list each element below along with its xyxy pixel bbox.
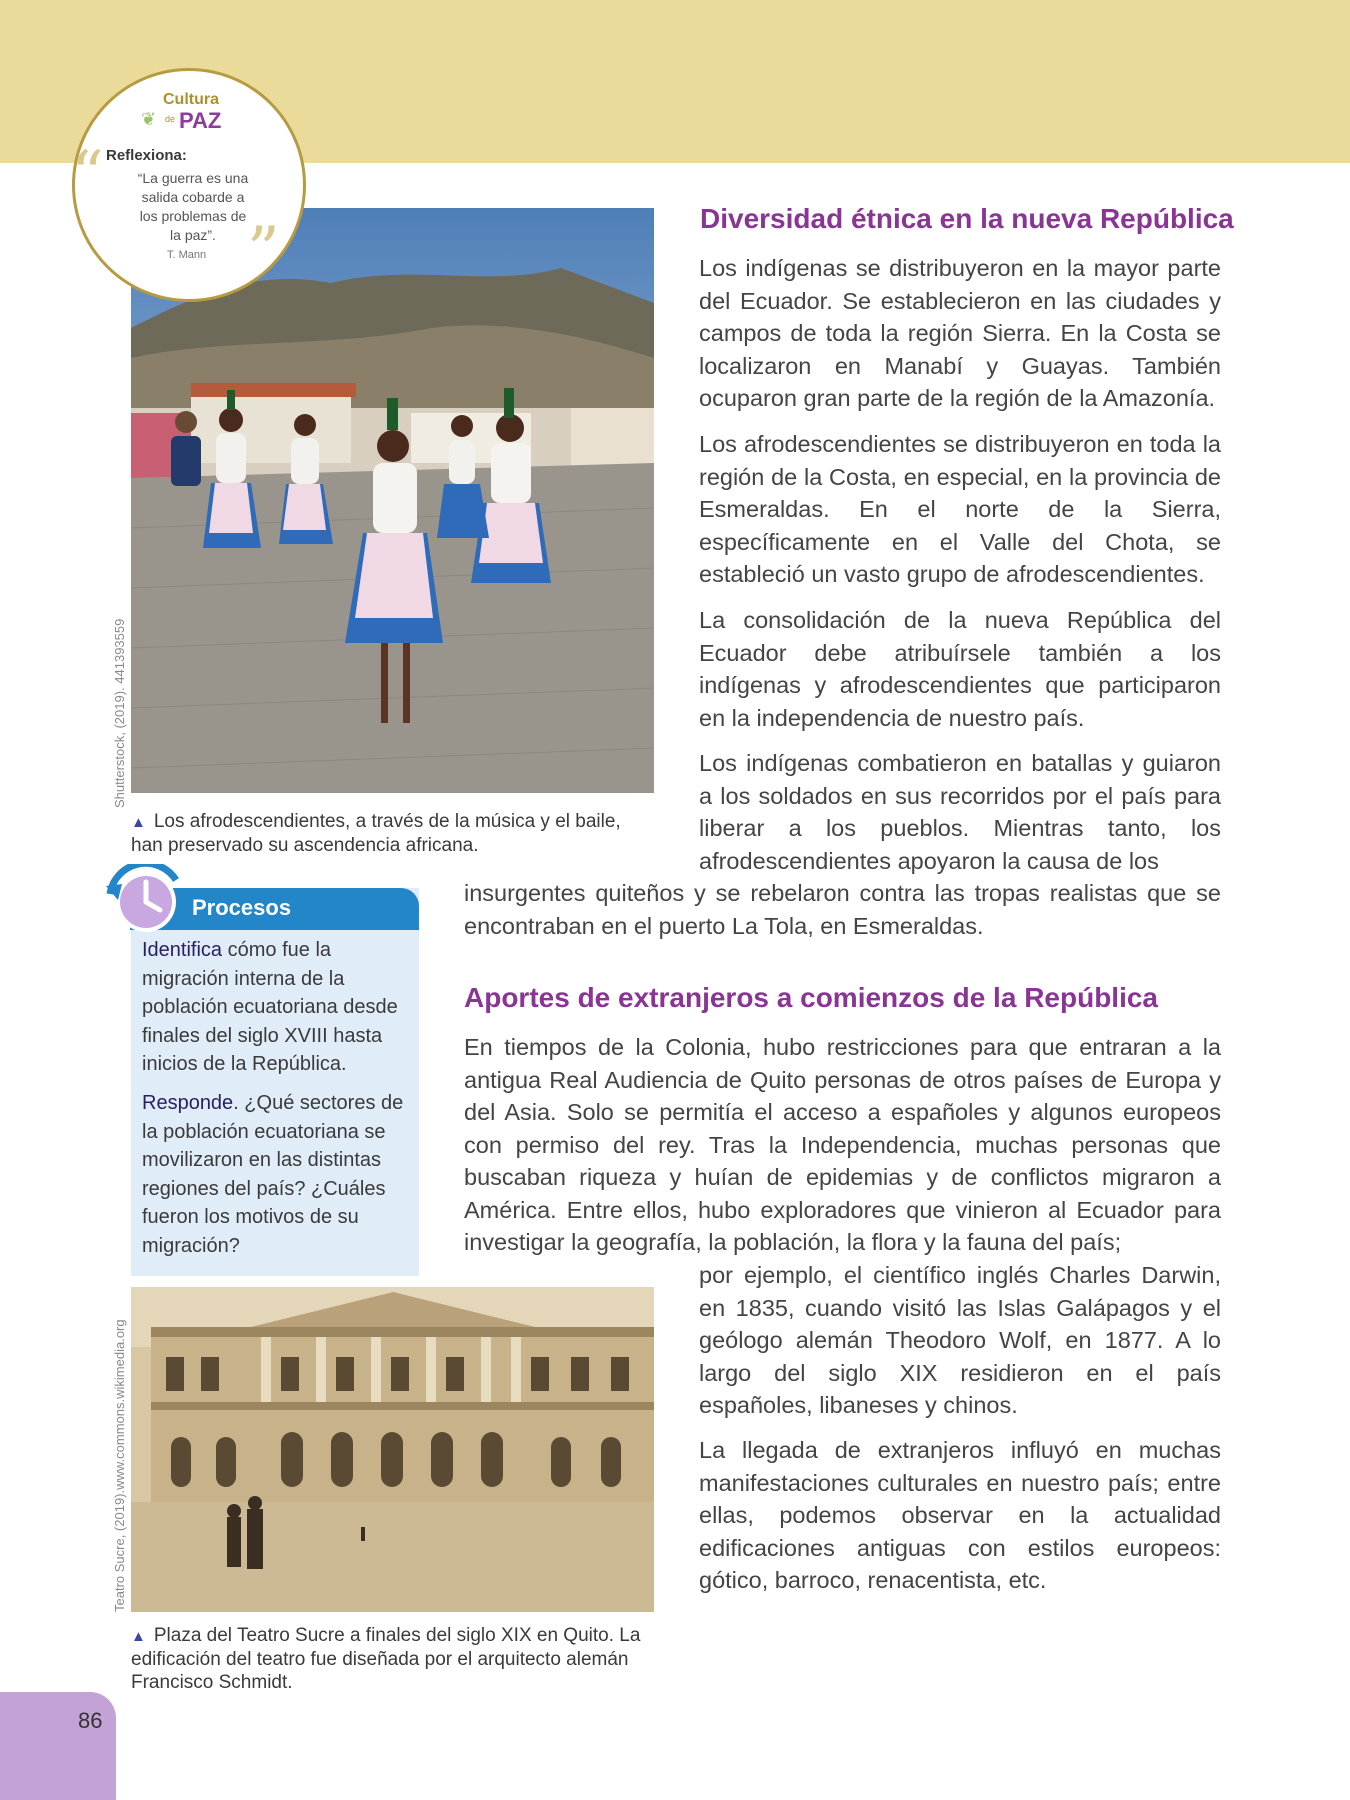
responde-keyword: Responde [142, 1092, 234, 1114]
clock-icon [104, 864, 184, 944]
page-number: 86 [78, 1708, 103, 1733]
section1-paragraph-4-top: Los indígenas combatieron en batallas y guiaron a los soldados en sus recorridos por el país para liberar a los pueblos. Mientras tanto, los afrodescendientes apoyaron la causa de los [699, 750, 1221, 874]
procesos-responde [142, 1089, 412, 1260]
teatro-sucre-illustration [131, 1287, 654, 1612]
close-quote-icon: ” [247, 214, 280, 288]
procesos-identifica [142, 936, 412, 1079]
section1-paragraph-3: La consolidación de la nueva República del Ecuador debe atribuírsele también a los indígenas y afrodescendientes que participaron en la independencia de nuestro país. [699, 607, 1221, 731]
reflexiona-label: Reflexiona: [106, 147, 187, 164]
section1-paragraph-1: Los indígenas se distribuyeron en la mayor parte del Ecuador. Se establecieron en las ciudades y campos de toda la región Sierra. En la Costa se localizaron en Manabí y Guayas. También ocuparon gran parte de la región de la Amazonía. [699, 255, 1221, 411]
section1-title: Diversidad étnica en la nueva República [700, 203, 1234, 234]
section2-paragraph-1-bottom: por ejemplo, el científico inglés Charles Darwin, en 1835, cuando visitó las Islas Galápagos y el geólogo alemán Theodoro Wolf, en 1877. A lo largo del siglo XIX residieron en el país españoles, libaneses y chinos. [699, 1262, 1221, 1418]
section2-title: Aportes de extranjeros a comienzos de la República [464, 982, 1158, 1013]
quote-author: T. Mann [167, 249, 207, 261]
peace-quote: “La guerra es una salida cobarde a los problemas de la paz”. [137, 170, 249, 243]
photo1-caption [131, 810, 651, 857]
responde-text: . ¿Qué sectores de la población ecuatoriana se movilizaron en las distintas regiones del país? ¿Cuáles fueron los motivos de su migración? [142, 1092, 404, 1257]
procesos-title: Procesos [192, 895, 292, 920]
teatro-sucre-photo [131, 1287, 654, 1612]
open-quote-icon: “ [71, 138, 104, 212]
identifica-keyword: Identifica [142, 939, 223, 961]
logo-paz: PAZ [179, 108, 222, 133]
photo2-caption-text: Plaza del Teatro Sucre a finales del siglo XIX en Quito. La edificación del teatro fue diseñada por el arquitecto alemán Francisco Schmidt. [131, 1625, 641, 1693]
section1-paragraph-4-bottom: insurgentes quiteños y se rebelaron contra las tropas realistas que se encontraban en el puerto La Tola, en Esmeraldas. [464, 880, 1221, 939]
logo-de: de [165, 114, 176, 124]
triangle-bullet-icon: ▲ [131, 814, 146, 831]
dove-leaf-icon: ❦ [141, 109, 157, 129]
section2-paragraph-1-top: En tiempos de la Colonia, hubo restricciones para que entraran a la antigua Real Audiencia de Quito personas de otros países de Europa y del Asia. Solo se permitía el acceso a españoles y algunos europeos con permiso del rey. Tras la Independencia, muchas personas que buscaban riqueza y huían de epidemias y de conflictos migraron a América. Entre ellos, hubo exploradores que vinieron al Ecuador para investigar la geografía, la población, la flora y la fauna del país; [464, 1034, 1221, 1255]
identifica-text: cómo fue la migración interna de la población ecuatoriana desde finales del siglo XVIII hasta inicios de la República. [142, 939, 398, 1075]
cultura-de-paz-logo [141, 91, 251, 135]
cultura-de-paz-badge [72, 68, 306, 302]
section1-paragraph-2: Los afrodescendientes se distribuyeron en toda la región de la Costa, en especial, en la provincia de Esmeraldas. En el norte de la Sierra, específicamente en el Valle del Chota, se estableció un vasto grupo de afrodescendientes. [699, 431, 1221, 587]
photo2-caption [131, 1624, 651, 1694]
photo1-credit: Shutterstock, (2019). 441393559 [112, 618, 127, 808]
photo2-credit: Teatro Sucre, (2019).www.commons.wikimedia.org [112, 1319, 127, 1612]
logo-cultura: Cultura [163, 91, 219, 108]
photo1-caption-text: Los afrodescendientes, a través de la música y el baile, han preservado su ascendencia africana. [131, 811, 621, 856]
section2-paragraph-2: La llegada de extranjeros influyó en muchas manifestaciones culturales en nuestro país; entre ellas, podemos observar en la actualidad edificaciones antiguas con estilos europeos: gótico, barroco, renacentista, etc. [699, 1437, 1221, 1593]
triangle-bullet-icon: ▲ [131, 1628, 146, 1645]
